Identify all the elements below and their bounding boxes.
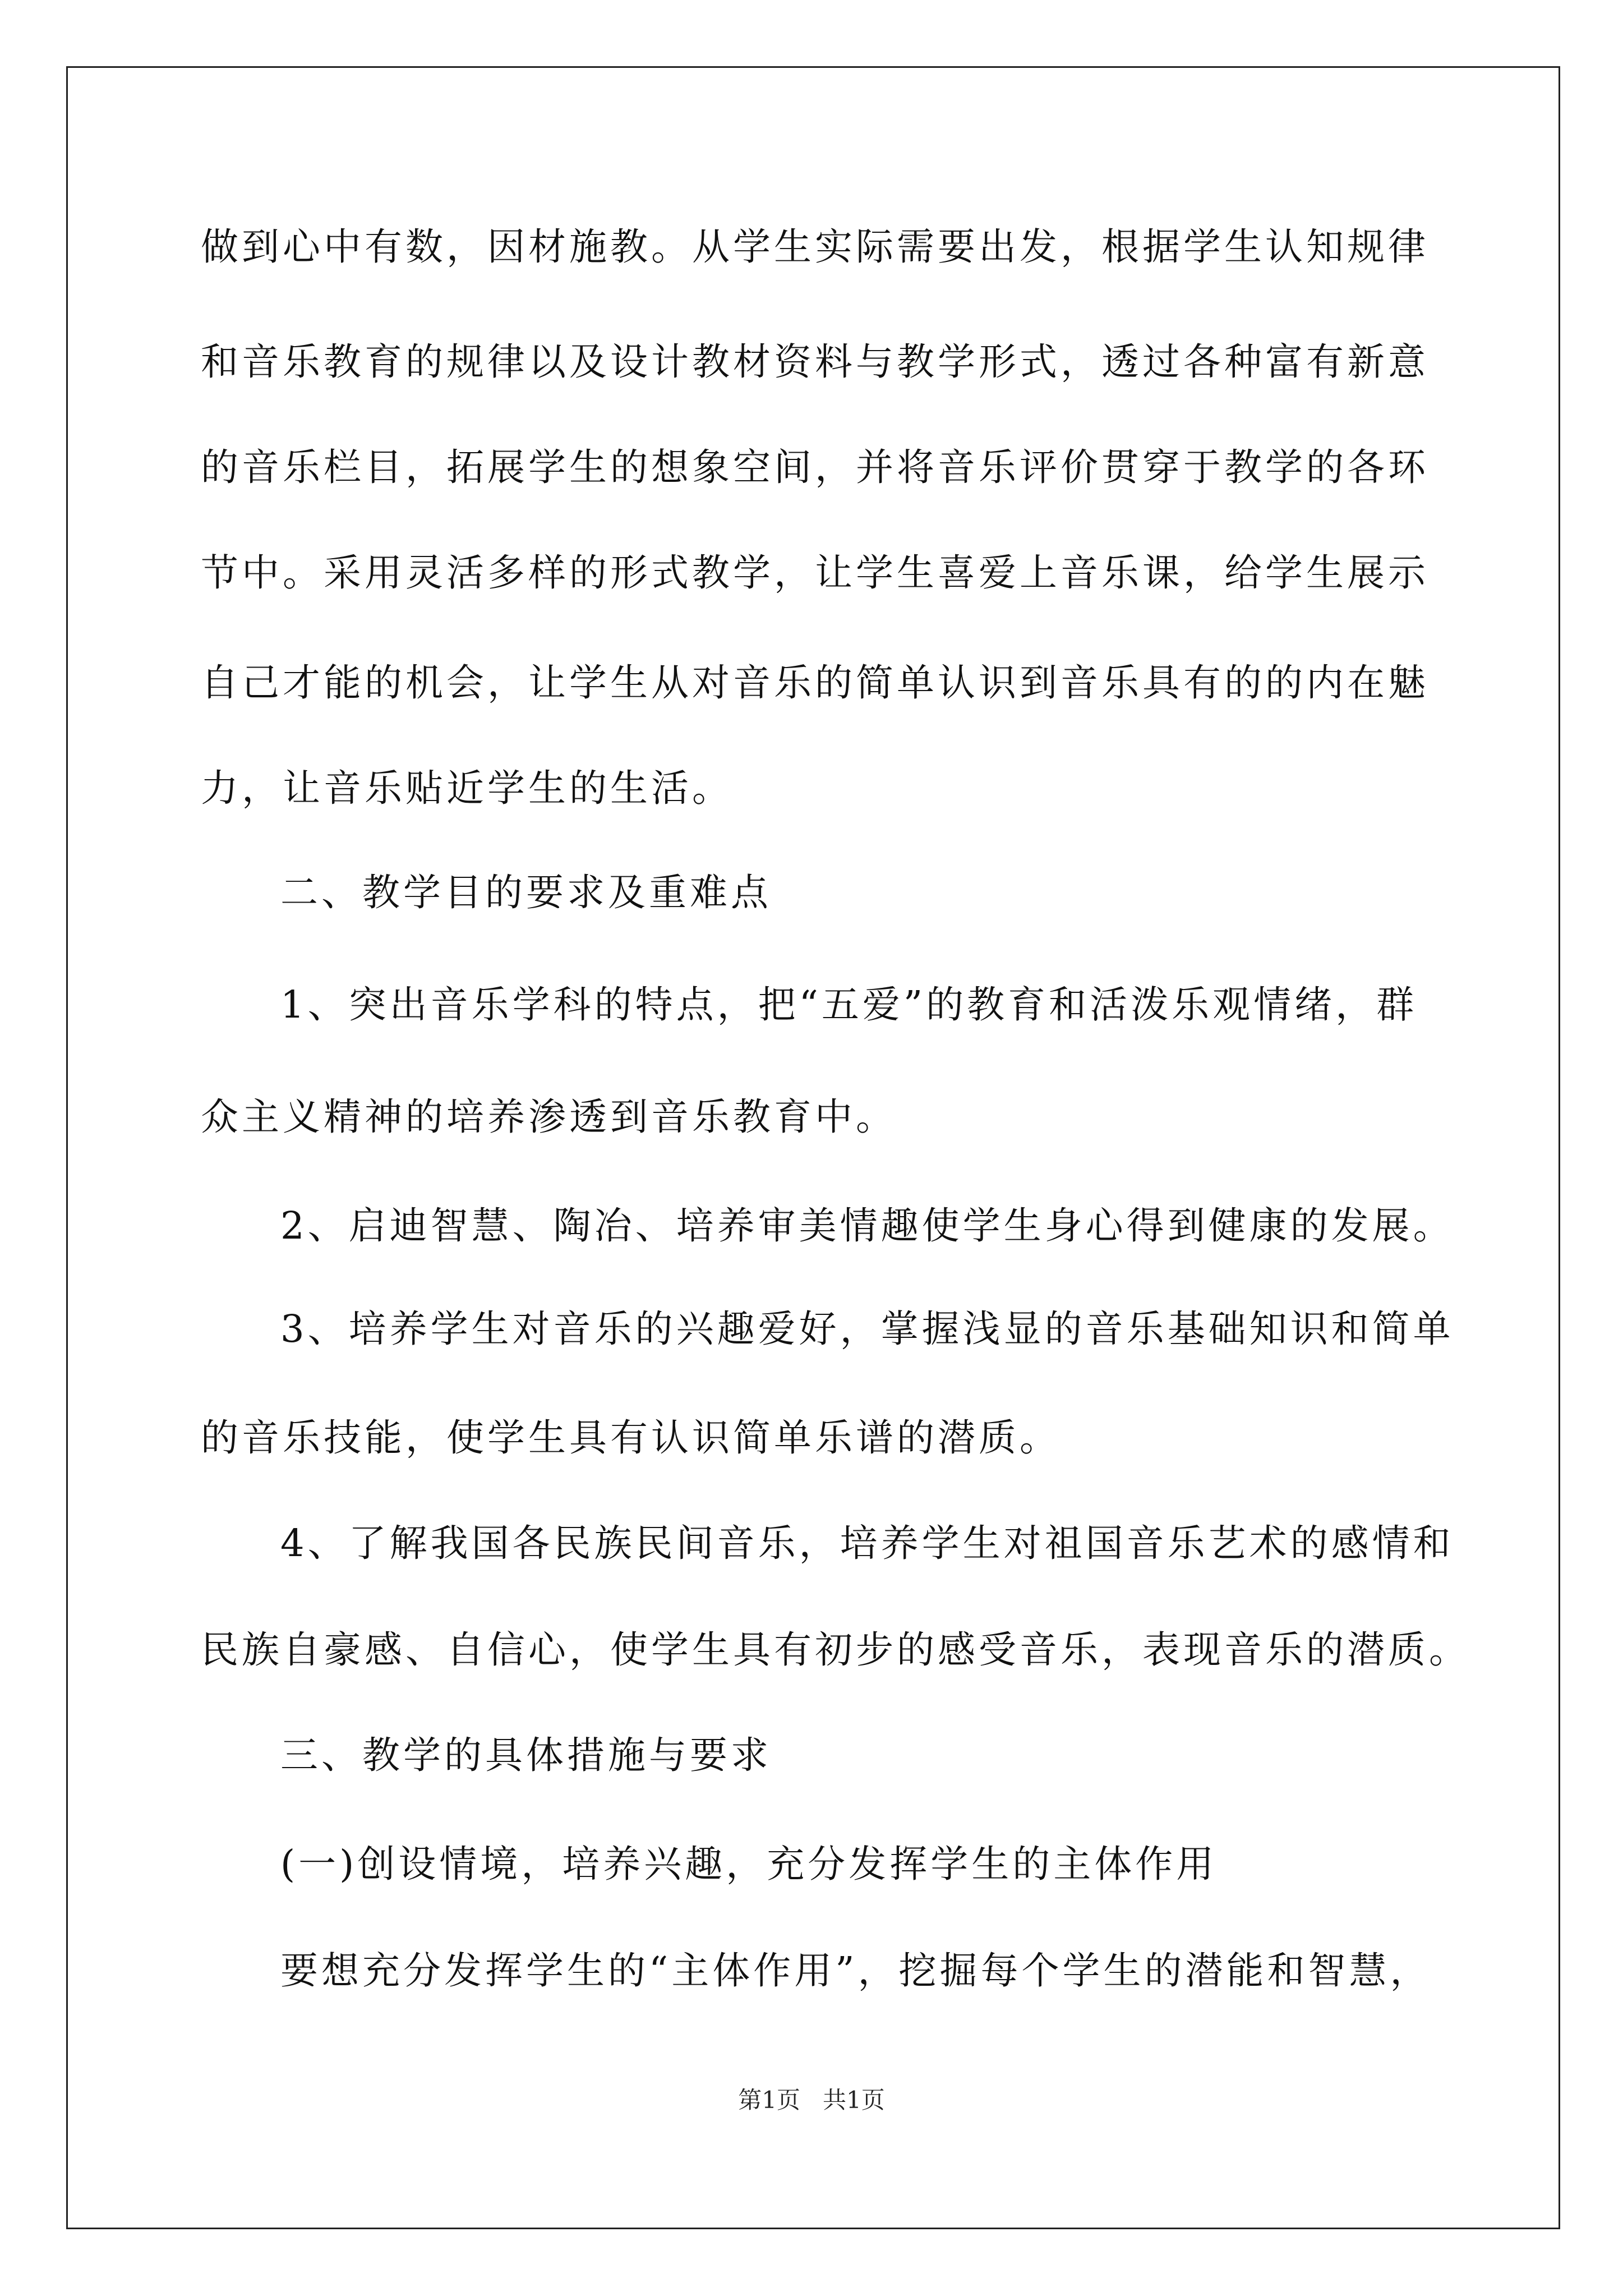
page-footer: 第1页 共1页	[738, 2086, 885, 2114]
paragraph-line: 做到心中有数，因材施教。从学生实际需要出发，根据学生认知规律	[201, 225, 1429, 269]
paragraph-line: 要想充分发挥学生的“主体作用”，挖掘每个学生的潜能和智慧，	[280, 1949, 1431, 1993]
paragraph-line: 2、启迪智慧、陶冶、培养审美情趣使学生身心得到健康的发展。	[280, 1204, 1454, 1248]
paragraph-line: 节中。采用灵活多样的形式教学，让学生喜爱上音乐课，给学生展示	[201, 551, 1429, 595]
paragraph-line: 的音乐技能，使学生具有认识简单乐谱的潜质。	[201, 1416, 1061, 1460]
section-heading: 三、教学的具体措施与要求	[280, 1733, 772, 1777]
paragraph-line: 民族自豪感、自信心，使学生具有初步的感受音乐，表现音乐的潜质。	[201, 1628, 1470, 1672]
paragraph-line: 自己才能的机会，让学生从对音乐的简单认识到音乐具有的的内在魅	[201, 661, 1429, 705]
paragraph-line: 4、了解我国各民族民间音乐，培养学生对祖国音乐艺术的感情和	[280, 1521, 1454, 1565]
section-heading: 二、教学目的要求及重难点	[280, 871, 772, 914]
paragraph-line: 和音乐教育的规律以及设计教材资料与教学形式，透过各种富有新意	[201, 340, 1429, 384]
paragraph-line: 1、突出音乐学科的特点，把“五爱”的教育和活泼乐观情绪，群	[280, 983, 1418, 1027]
paragraph-line: 众主义精神的培养渗透到音乐教育中。	[201, 1095, 897, 1139]
subsection-heading: (一)创设情境，培养兴趣，充分发挥学生的主体作用	[280, 1842, 1218, 1886]
paragraph-line: 3、培养学生对音乐的兴趣爱好，掌握浅显的音乐基础知识和简单	[280, 1307, 1454, 1351]
paragraph-line: 的音乐栏目，拓展学生的想象空间，并将音乐评价贯穿于教学的各环	[201, 445, 1429, 489]
paragraph-line: 力，让音乐贴近学生的生活。	[201, 766, 733, 810]
